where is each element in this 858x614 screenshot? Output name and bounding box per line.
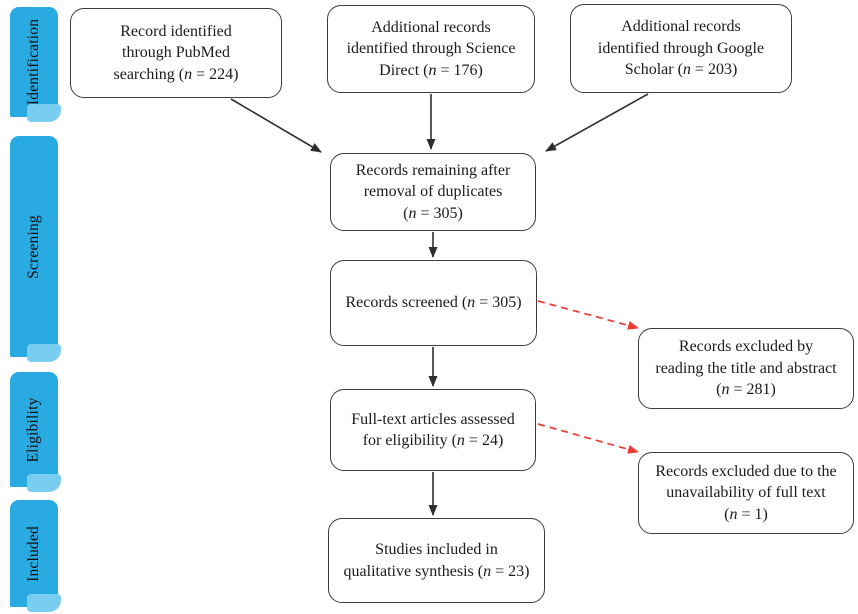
stage-identification [10,7,58,117]
stage-screening-label: Screening [25,214,42,279]
box-included-studies: Studies included in qualitative synthesis (n = 23) [328,518,545,603]
box-screened: Records screened (n = 305) [330,260,537,346]
box-excluded-full-text: Records excluded due to the unavailability of full text (n = 1) [638,452,854,534]
arrow-screened-to-excluded-title-abstract [538,301,638,328]
box-excluded-title-abstract: Records excluded by reading the title and abstract (n = 281) [638,328,854,409]
box-deduplicated: Records remaining after removal of duplicates (n = 305) [330,153,536,231]
box-full-text: Full-text articles assessed for eligibility (n = 24) [330,389,536,471]
arrow-googlescholar-to-dedup [546,94,648,151]
stage-eligibility-label: Eligibility [25,396,43,463]
stage-screening [10,136,58,357]
arrow-pubmed-to-dedup [231,99,321,152]
stage-included-label: Included [25,525,43,582]
stage-eligibility [10,372,58,487]
box-science-direct: Additional records identified through Science Direct (n = 176) [327,5,535,93]
stage-identification-label: Identification [25,18,43,106]
box-google-scholar: Additional records identified through Google Scholar (n = 203) [570,4,792,93]
stage-included [10,500,58,607]
arrow-fulltext-to-excluded-fulltext [538,424,638,452]
box-pubmed: Record identified through PubMed searching (n = 224) [70,8,282,98]
